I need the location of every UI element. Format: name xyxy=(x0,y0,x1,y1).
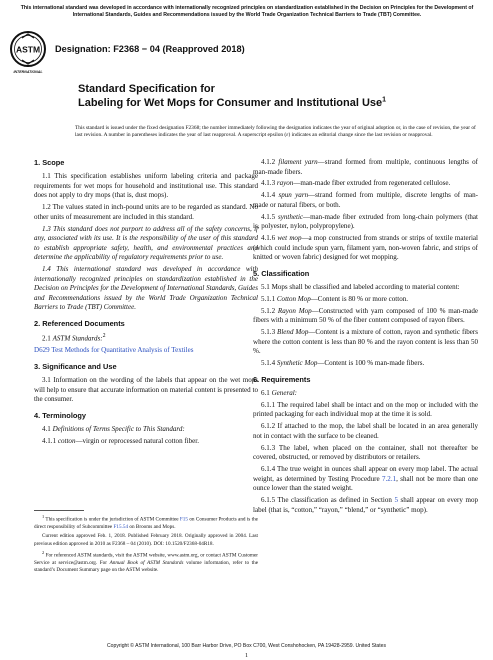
footnote-2: $^2$ For referenced ASTM standards, visit the ASTM website, www.astm.org, or contact ASTM Customer Service at service@astm.org. For Annual Book of ASTM Standards volume information, refer to the standard’s Document Summary page on the ASTM website. xyxy=(34,550,259,574)
para-5-1-3: 5.1.3 Blend Mop—Content is a mixture of cotton, rayon and synthetic fibers where the cotton content is less than 80 % and the rayon content is less than 50 %. xyxy=(253,328,478,356)
footnote-1-edition: Current edition approved Feb. 1, 2018. Published February 2018. Originally approved in 2004. Last previous edition approved in 2010 as F2368 – 04 (2010). DOI: 10.1520/F2368-04R18. xyxy=(34,533,258,547)
subcommittee-link-f15-54[interactable]: F15.54 xyxy=(113,523,129,530)
para-4-1-2: 4.1.2 filament yarn—strand formed from multiple, continuous lengths of man-made fibers. xyxy=(253,158,479,176)
para-5-1-4: 5.1.4 Synthetic Mop—Content is 100 % man-made fibers. xyxy=(261,359,425,368)
section-heading-requirements: 6. Requirements xyxy=(253,374,311,384)
para-6-1-5: 6.1.5 The classification as defined in Section 5 shall appear on every mop label (that is, “cotton,” “rayon,” “blend,” or “synthetic” mop). xyxy=(253,496,478,514)
title-line-2: Labeling for Wet Mops for Consumer and Institutional Use$^1$ xyxy=(78,96,387,110)
footnote-1: $^1$ This specification is under the jurisdiction of ASTM Committee F15 on Consumer Products and is the direct responsibility of Subcommittee F15.54 on Brooms and Mops. xyxy=(34,514,258,530)
designation: Designation: F2368 − 04 (Reapproved 2018) xyxy=(55,44,245,54)
left-column xyxy=(34,158,258,449)
para-6-1-1: 6.1.1 The required label shall be intact and on the mop or included with the printed packaging for each individual mop at the time it is sold. xyxy=(253,400,478,419)
para-5-1-2: 5.1.2 Rayon Mop—Constructed with yarn composed of 100 % man-made fibers with a minimum 50 % of the fiber content composed of rayon fibers. xyxy=(253,306,479,325)
para-4-1: 4.1 Definitions of Terms Specific to This Standard: xyxy=(42,424,185,433)
para-6-1-3: 6.1.3 The label, when placed on the container, shall not thereafter be covered, obstructed, or removed by distributors or retailers. xyxy=(253,443,478,462)
para-4-1-1: 4.1.1 cotton—virgin or reprocessed natural cotton fiber. xyxy=(42,436,200,445)
section-link-5[interactable]: 5 xyxy=(394,496,398,505)
svg-text:INTERNATIONAL: INTERNATIONAL xyxy=(13,70,43,74)
para-6-1-4: 6.1.4 The true weight in ounces shall appear on every mop label. The actual weight, as determined by Testing Procedure 7.2.1, shall not be more than one ounce lower than the stated weight. xyxy=(253,465,478,493)
section-link-7-2-1[interactable]: 7.2.1 xyxy=(382,474,397,483)
para-5-1: 5.1 Mops shall be classified and labeled according to material content: xyxy=(261,283,460,292)
para-2-1: 2.1 ASTM Standards:$^2$ xyxy=(42,333,106,343)
tbt-notice: This international standard was developed in accordance with internationally recognized principles on standardization established in the Decision on Principles for the Development of International Standards, Guides and Recommendations issued by the World Trade Organization Technical Barriers to Trade (TBT) Committee. xyxy=(20,5,474,19)
ref-title-d629[interactable]: Test Methods for Quantitative Analysis of Textiles xyxy=(51,346,194,355)
copyright-line: Copyright © ASTM International, 100 Barr Harbor Drive, PO Box C700, West Conshohocken, PA 19428-2959. United States xyxy=(106,643,387,649)
para-1-1: 1.1 This specification establishes uniform labeling criteria and package requirements for wet mops for household and institutional use. This standard does not apply to dry mops (that is, dust mops). xyxy=(34,172,258,200)
section-heading-terminology: 4. Terminology xyxy=(34,410,87,420)
para-4-1-3: 4.1.3 rayon—man-made fiber extruded from regenerated cellulose. xyxy=(261,179,451,188)
svg-text:ASTM: ASTM xyxy=(15,44,41,55)
document-title xyxy=(78,82,478,110)
footnotes xyxy=(34,514,258,577)
footnote-ref-2[interactable]: 2 xyxy=(102,333,106,340)
referenced-standard xyxy=(34,346,258,356)
para-1-4: 1.4 This international standard was developed in accordance with internationally recognized principles on standardization established in the Decision on Principles for the Development of International Standards, Guides and Recommendations issued by the World Trade Organization Technical Barriers to Trade (TBT) Committee. xyxy=(34,265,258,312)
footnote-divider xyxy=(34,510,84,511)
para-4-1-6: 4.1.6 wet mop—a mop constructed from strands or strips of textile material (which could include spun yarn, filament yarn, non-woven fabric, and strips of knitted or woven fabric) designed for wet mopping. xyxy=(253,234,479,262)
para-4-1-5: 4.1.5 synthetic—man-made fiber extruded from long-chain polymers (that is, polyester, nylon, polypropylene). xyxy=(253,212,478,231)
section-heading-referenced-documents: 2. Referenced Documents xyxy=(34,319,125,329)
para-3-1: 3.1 Information on the wording of the labels that appear on the wet mops will help to ensure that accurate information on material content is presented to the consumer. xyxy=(34,375,258,404)
para-1-2: 1.2 The values stated in inch-pound units are to be regarded as standard. No other units of measurement are included in this standard. xyxy=(34,203,258,221)
para-6-1: 6.1 General: xyxy=(261,388,298,397)
issued-note: This standard is issued under the fixed designation F2368; the number immediately following the designation indicates the year of original adoption or, in the case of revision, the year of last revision. A number in parentheses indicates the year of last reapproval. A superscript epsilon (ε) indicates an editorial change since the last revision or reapproval. xyxy=(75,125,476,139)
section-heading-scope: 1. Scope xyxy=(34,158,65,167)
page-number: 1 xyxy=(244,652,249,659)
committee-link-f15[interactable]: F15 xyxy=(179,516,188,523)
section-heading-significance: 3. Significance and Use xyxy=(34,361,117,371)
section-heading-classification: 5. Classification xyxy=(253,268,310,278)
para-5-1-1: 5.1.1 Cotton Mop—Content is 80 % or more cotton. xyxy=(261,294,409,303)
ref-link-d629[interactable]: D629 xyxy=(34,346,50,355)
para-1-3: 1.3 This standard does not purport to address all of the safety concerns, if any, associated with its use. It is the responsibility of the user of this standard to establish appropriate safety, health, and environmental practices and determine the applicability of regulatory requirements prior to use. xyxy=(34,224,258,262)
title-footnote-ref[interactable]: 1 xyxy=(382,96,387,104)
title-line-1: Standard Specification for xyxy=(78,83,215,95)
astm-logo xyxy=(8,30,48,76)
para-4-1-4: 4.1.4 spun yarn—strand formed from multiple, discrete lengths of man-made or natural fibers, or both. xyxy=(253,191,478,209)
right-column xyxy=(253,158,478,518)
para-6-1-2: 6.1.2 If attached to the mop, the label shall be located in an area generally not in contact with the surface to be cleaned. xyxy=(253,422,478,440)
